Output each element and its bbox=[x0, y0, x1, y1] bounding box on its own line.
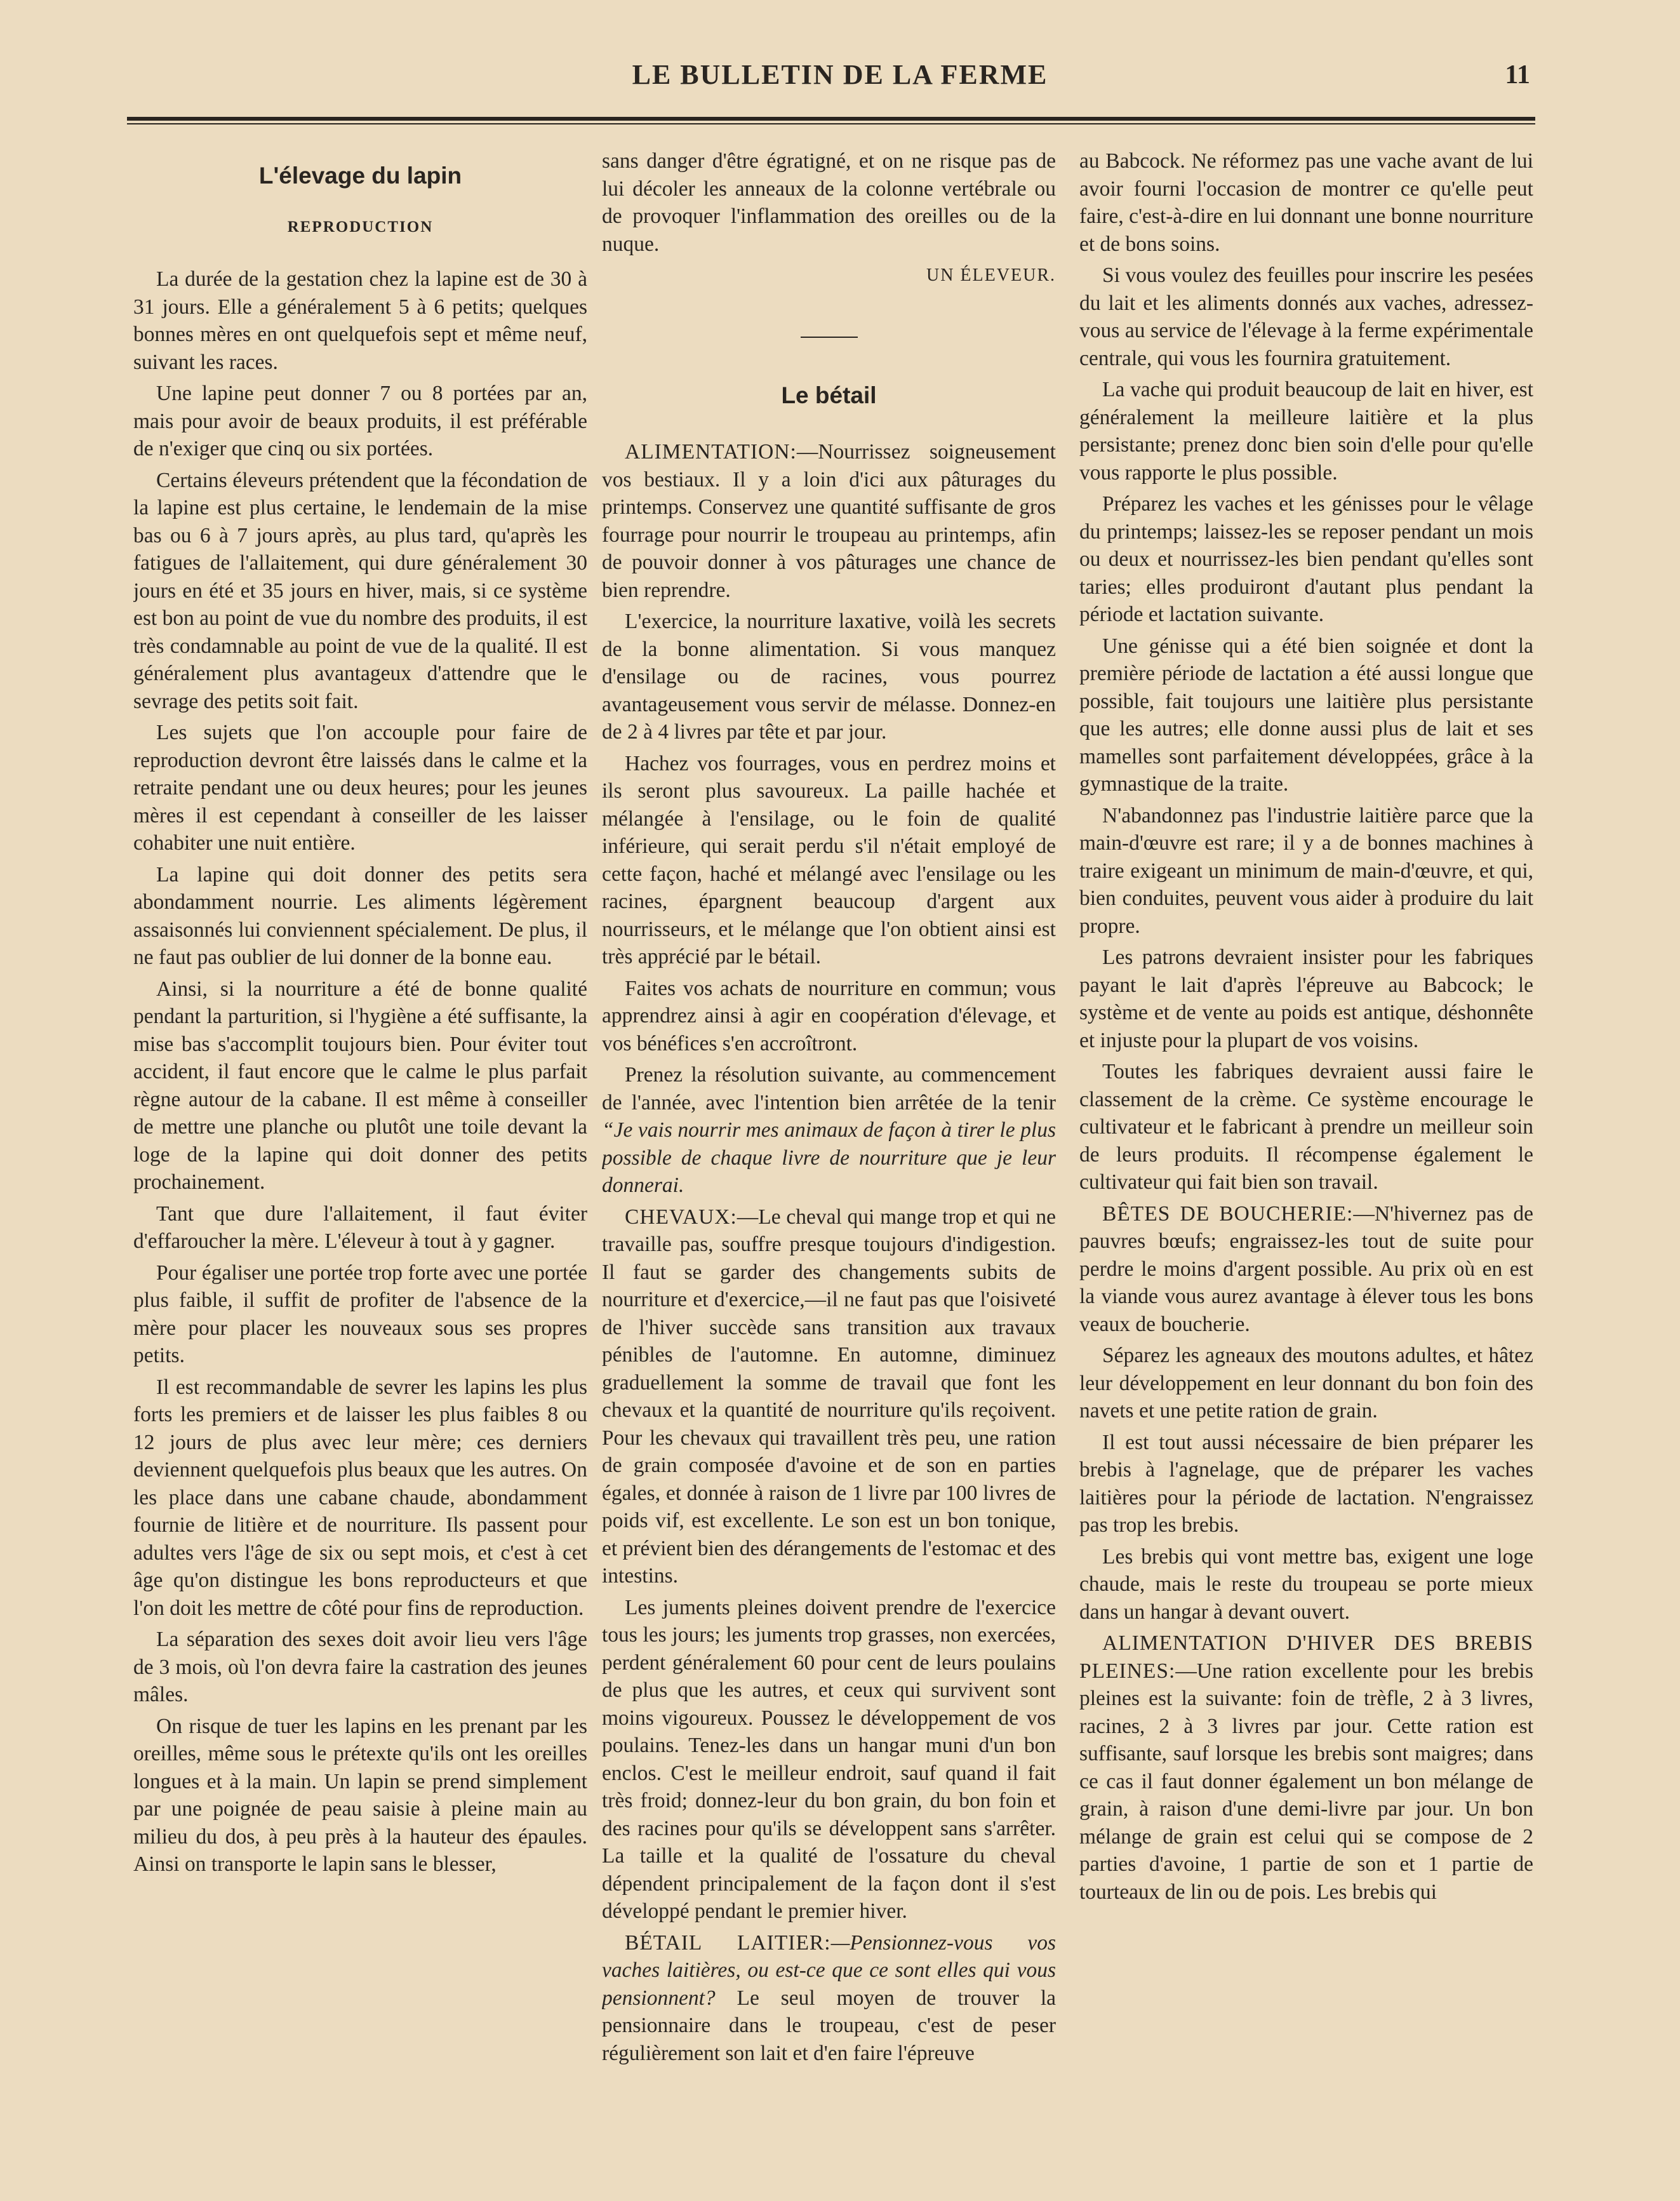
paragraph: La séparation des sexes doit avoir lieu vers l'âge de 3 mois, où l'on devra faire la castration des jeunes mâles. bbox=[133, 1628, 587, 1706]
paragraph: La vache qui produit beaucoup de lait en hiver, est généralement la meilleure laitière et la plus persistante; prenez donc bien soin d'elle pour qu'elle vous rapporte le plus possible. bbox=[1079, 378, 1533, 485]
column-3 bbox=[1079, 147, 1533, 2186]
author-signature: UN ÉLEVEUR. bbox=[926, 265, 1056, 285]
paragraph: Les patrons devraient insister pour les fabriques payant le lait d'après l'épreuve au Babcock; le système et de vente au poids est antique, déshonnête et injuste pour la plupart de vos voisins. bbox=[1079, 946, 1533, 1052]
paragraph: Toutes les fabriques devraient aussi faire le classement de la crème. Ce système encourage le cultivateur et le fabricant à prendre un meilleur soin de leurs produits. Il récompense également le cultivateur qui fait bien son travail. bbox=[1079, 1060, 1533, 1194]
paragraph: Une lapine peut donner 7 ou 8 portées par an, mais pour avoir de beaux produits, il est préférable de n'exiger que cinq ou six portées. bbox=[133, 382, 587, 460]
paragraph: Hachez vos fourrages, vous en perdrez moins et ils seront plus savoureux. La paille hachée et mélangée à l'ensilage, ou le foin de qualité inférieure, qui serait perdu s'il n'était employé de cette façon, haché et mélangé avec l'ensilage ou les racines, épargnent beaucoup d'argent aux nourrisseurs, et le mélange que l'on obtient ainsi est très apprécié par le bétail. bbox=[602, 751, 1056, 968]
article-subheading: REPRODUCTION bbox=[287, 218, 434, 236]
run-in-heading: ALIMENTATION D'HIVER DES BREBIS PLEINES: bbox=[1079, 1631, 1533, 1683]
paragraph-boucherie: BÊTES DE BOUCHERIE:—N'hivernez pas de pauvres bœufs; engraissez-les tout de suite pour perdre le moins d'argent possible. Au prix où en est la viande vous aurez avantage à élever tous les bons veaux de boucherie. bbox=[1079, 1201, 1533, 1336]
paragraph-resolution: Prenez la résolution suivante, au commencement de l'année, avec l'intention bien arrêtée de la tenir “Je vais nourrir mes animaux de façon à tirer le plus possible de chaque livre de nourriture que je leur donnerai. bbox=[602, 1063, 1056, 1197]
article-title-cattle: Le bétail bbox=[781, 382, 877, 408]
paragraph: L'exercice, la nourriture laxative, voilà les secrets de la bonne alimentation. Si vous manquez d'ensilage ou de racines, vous pourrez avantageusement vous servir de mélasse. Donnez-en de 2 à 4 livres par tête et par jour. bbox=[602, 610, 1056, 744]
paragraph-chevaux: CHEVAUX:—Le cheval qui mange trop et qui ne travaille pas, souffre presque toujours d'indigestion. Il faut se garder des changements subits de nourriture et d'exercice,—il ne faut pas que l'oisiveté de l'hiver succède sans transition aux travaux pénibles de l'automne. En automne, diminuez graduellement la somme de travail que font les chevaux et la quantité de nourriture qu'ils reçoivent. Pour les chevaux qui travaillent très peu, une ration de grain composée d'avoine et de son en parties égales, et donnée à raison de 1 livre par 100 livres de poids vif, est excellente. Le son est un bon tonique, et prévient bien des dérangements de l'estomac et des intestins. bbox=[602, 1205, 1056, 1588]
column-1 bbox=[133, 147, 587, 2186]
paragraph: Il est tout aussi nécessaire de bien préparer les brebis à l'agnelage, que de préparer les vaches laitières pour la période de lactation. N'engraissez pas trop les brebis. bbox=[1079, 1430, 1533, 1537]
run-in-heading: CHEVAUX: bbox=[625, 1205, 737, 1229]
paragraph: Les sujets que l'on accouple pour faire de reproduction devront être laissés dans le calme et la retraite pendant une ou deux heures; pour les jeunes mères il est cependant à conseiller de les laisser cohabiter une nuit entière. bbox=[133, 721, 587, 855]
paragraph: Les brebis qui vont mettre bas, exigent une loge chaude, mais le reste du troupeau se porte mieux dans un hangar à devant ouvert. bbox=[1079, 1544, 1533, 1624]
article-title-rabbit: L'élevage du lapin bbox=[258, 163, 462, 189]
paragraph: Si vous voulez des feuilles pour inscrire les pesées du lait et les aliments donnés aux vaches, adressez-vous au service de l'élevage à la ferme expérimentale centrale, qui vous les fournira gratuitement. bbox=[1079, 264, 1533, 370]
paragraph: La durée de la gestation chez la lapine est de 30 à 31 jours. Elle a généralement 5 à 6 petits; quelques bonnes mères en ont quelquefois sept et même neuf, suivant les races. bbox=[133, 267, 587, 374]
run-in-heading: BÊTES DE BOUCHERIE: bbox=[1102, 1201, 1354, 1226]
paragraph: Certains éleveurs prétendent que la fécondation de la lapine est plus certaine, le lendemain de la mise bas ou 6 à 7 jours après, au plus tard, qu'après les fatigues de l'allaitement, qui dure généralement 30 jours en été et 35 jours en hiver, mais, si ce système est bon au point de vue du nombre des produits, il est très condamnable au point de vue de la qualité. Il est généralement plus avantageux d'attendre que le sevrage des petits soit fait. bbox=[133, 468, 587, 713]
page-number: 11 bbox=[1505, 60, 1530, 90]
paragraph-continuation: sans danger d'être égratigné, et on ne risque pas de lui décoler les anneaux de la colonne vertébrale ou de provoquer l'inflammation des oreilles ou de la nuque. bbox=[602, 149, 1056, 256]
paragraph-laitier: BÉTAIL LAITIER:—Pensionnez-vous vos vaches laitières, ou est-ce que ce sont elles qui vous pensionnent? Le seul moyen de trouver la pensionnaire dans le troupeau, c'est de peser régulièrement son lait et d'en faire l'épreuve bbox=[602, 1930, 1056, 2065]
paragraph: Une génisse qui a été bien soignée et dont la première période de lactation a été aussi longue que possible, fait toujours une laitière plus persistante que les autres; elle donne aussi plus de lait et ses mamelles sont parfaitement développées, grâce à la gymnastique de la traite. bbox=[1079, 634, 1533, 796]
paragraph: N'abandonnez pas l'industrie laitière parce que la main-d'œuvre est rare; il y a de bonnes machines à traire exigeant un minimum de main-d'œuvre, et qui, bien conduites, peuvent vous aider à produire du lait propre. bbox=[1079, 803, 1533, 938]
column-2 bbox=[602, 147, 1056, 2186]
paragraph: Ainsi, si la nourriture a été de bonne qualité pendant la parturition, si l'hygiène a été suffisante, la mise bas s'accomplit toujours bien. Pour éviter tout accident, il faut encore que le calme le plus parfait règne autour de la cabane. Il est même à conseiller de mettre une planche ou plutôt une toile devant la loge de la lapine qui doit donner des petits prochainement. bbox=[133, 977, 587, 1194]
paragraph: Préparez les vaches et les génisses pour le vêlage du printemps; laissez-les se reposer pendant un mois ou deux et nourrissez-les bien pendant qu'elles sont taries; elles produiront d'autant plus pendant la période et lactation suivante. bbox=[1079, 492, 1533, 626]
italic-quote: “Je vais nourrir mes animaux de façon à tirer le plus possible de chaque livre de nourriture que je leur donnerai. bbox=[602, 1118, 1056, 1197]
paragraph: Il est recommandable de sevrer les lapins les plus forts les premiers et de laisser les plus faibles 8 ou 12 jours de plus avec leur mère; ces derniers deviennent quelquefois plus beaux que les autres. On les place dans une cabane chaude, abondamment fournie de litière et de nourriture. Ils passent pour adultes vers l'âge de six ou sept mois, et c'est à cet âge qu'on distingue les bons reproducteurs et que l'on doit les mettre de côté pour fins de reproduction. bbox=[133, 1375, 587, 1620]
paragraph: Tant que dure l'allaitement, il faut éviter d'effaroucher la mère. L'éleveur à tout à y gagner. bbox=[133, 1201, 587, 1253]
article-divider bbox=[801, 337, 858, 338]
running-head-title: LE BULLETIN DE LA FERME bbox=[632, 59, 1048, 90]
paragraph: On risque de tuer les lapins en les prenant par les oreilles, même sous le prétexte qu'ils ont les oreilles longues et à la main. Un lapin se prend simplement par une poignée de peau saisie à pleine main au milieu du dos, à peu près à la hauteur des épaules. Ainsi on transporte le lapin sans le blesser, bbox=[133, 1714, 587, 1876]
paragraph: Faites vos achats de nourriture en commun; vous apprendrez ainsi à agir en coopération d'élevage, et vos bénéfices s'en accroîtront. bbox=[602, 976, 1056, 1055]
paragraph-alimentation: ALIMENTATION:—Nourrissez soigneusement vos bestiaux. Il y a loin d'ici aux pâturages du printemps. Conservez une quantité suffisante de gros fourrage pour nourrir le troupeau au printemps, afin de pouvoir donner à vos pâturages une chance de bien reprendre. bbox=[602, 440, 1056, 602]
paragraph-brebis: ALIMENTATION D'HIVER DES BREBIS PLEINES:—Une ration excellente pour les brebis pleines est la suivante: foin de trèfle, 2 à 3 livres, racines, 2 à 3 livres par jour. Cette ration est suffisante, sauf lorsque les brebis sont maigres; dans ce cas il faut donner également un bon mélange de grain, à raison d'une demi-livre par jour. Un bon mélange de grain est celui qui se compose de 2 parties d'avoine, 1 partie de son et 1 partie de tourteaux de lin ou de pois. Les brebis qui bbox=[1079, 1631, 1533, 1904]
paragraph: La lapine qui doit donner des petits sera abondamment nourrie. Les aliments légèrement assaisonnés lui conviennent spécialement. De plus, il ne faut pas oublier de lui donner de la bonne eau. bbox=[133, 862, 587, 969]
paragraph: Pour égaliser une portée trop forte avec une portée plus faible, il suffit de profiter de l'absence de la mère pour placer les nouveaux sous ses propres petits. bbox=[133, 1261, 587, 1367]
run-in-heading: BÉTAIL LAITIER: bbox=[625, 1930, 831, 1955]
run-in-heading: ALIMENTATION: bbox=[625, 440, 797, 464]
paragraph: Les juments pleines doivent prendre de l'exercice tous les jours; les juments trop grasses, non exercées, perdent généralement 60 pour cent de leurs poulains de plus que les autres, et ceux qui survivent sont moins vigoureux. Poussez le développement de vos poulains. Tenez-les dans un hangar muni d'un bon enclos. C'est le meilleur endroit, sauf quand il fait très froid; donnez-leur du bon grain, du bon foin et des racines pour qu'ils se développent sans s'arrêter. La taille et la qualité de l'ossature du cheval dépendent principalement de la façon dont il s'est développé pendant le premier hiver. bbox=[602, 1595, 1056, 1923]
header-rule bbox=[127, 117, 1535, 124]
paragraph-continuation: au Babcock. Ne réformez pas une vache avant de lui avoir fourni l'occasion de montrer ce qu'elle peut faire, c'est-à-dire en lui donnant une bonne nourriture et de bons soins. bbox=[1079, 149, 1533, 256]
paragraph: Séparez les agneaux des moutons adultes, et hâtez leur développement en leur donnant du bon foin des navets et une petite ration de grain. bbox=[1079, 1344, 1533, 1422]
